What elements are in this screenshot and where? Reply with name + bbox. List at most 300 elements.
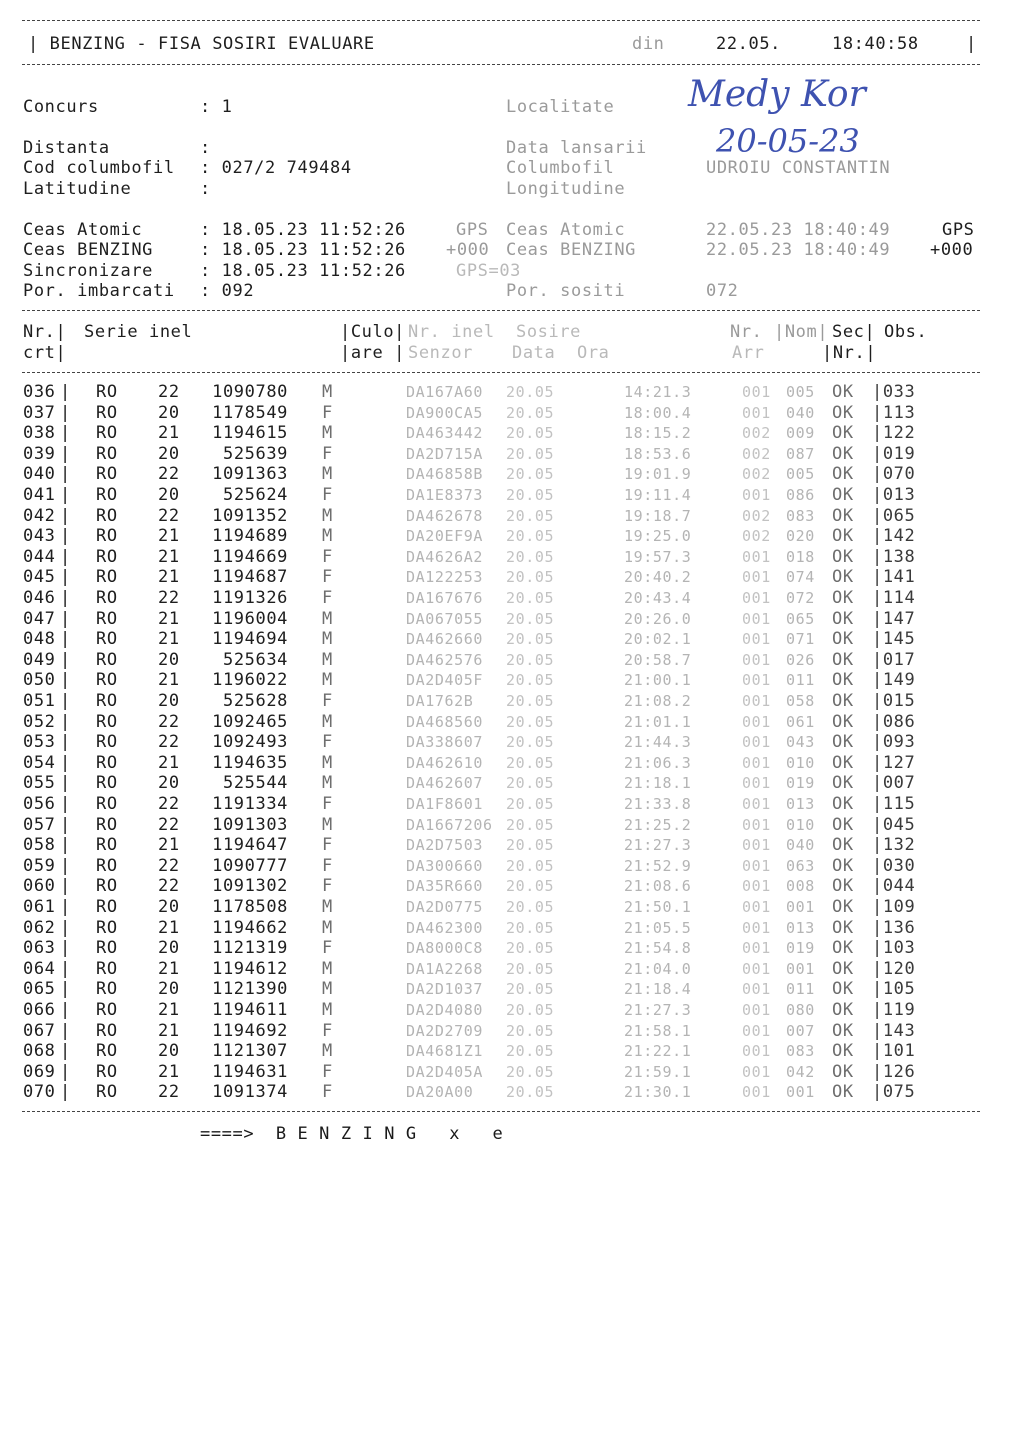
ring-year: 20 [158, 1041, 180, 1062]
ring-year: 22 [158, 505, 180, 526]
arrival-time: 14:21.3 [624, 383, 692, 401]
ring-number: 1091374 [212, 1082, 288, 1103]
arrival-time: 21:44.3 [624, 733, 692, 752]
ceas-benzing-value: : 18.05.23 11:52:26 [200, 240, 406, 260]
observation: |120 [872, 958, 916, 979]
nom-nr: 063 [786, 856, 815, 875]
row-number: 050 [23, 670, 56, 691]
row-separator: | [60, 897, 71, 917]
ring-number: 1194694 [212, 629, 288, 650]
arrival-date: 20.05 [506, 939, 555, 958]
longitudine-label: Longitudine [506, 179, 626, 199]
arrival-nr: 001 [742, 898, 771, 916]
sex-code: F [322, 567, 333, 588]
observation: |145 [872, 629, 916, 650]
table-row [0, 485, 1000, 506]
sex-code: F [322, 835, 333, 856]
sensor-code: DA2D7503 [406, 836, 484, 855]
ring-number: 1091363 [212, 464, 288, 485]
table-top-rule [22, 310, 980, 311]
data-lansare-label: Data lansarii [506, 138, 647, 158]
ceas-atomic-label: Ceas Atomic [23, 220, 143, 240]
table-row [0, 753, 1000, 774]
sositi-value: 072 [706, 281, 739, 301]
th-crt: crt| [23, 343, 67, 363]
ring-country: RO [96, 443, 118, 464]
cod-columbofil-label: Cod columbofil [23, 158, 175, 178]
nom-nr: 013 [786, 918, 815, 937]
sex-code: M [322, 773, 333, 794]
ring-country: RO [96, 855, 118, 876]
nom-nr: 087 [786, 444, 815, 463]
row-separator: | [60, 876, 71, 897]
ceas-atomic-right-label: Ceas Atomic [506, 220, 626, 240]
ring-country: RO [96, 546, 118, 567]
sex-code: F [322, 1020, 333, 1041]
header-date: 22.05. [716, 34, 782, 54]
arrival-time: 21:18.4 [624, 980, 692, 999]
sex-code: F [322, 938, 333, 959]
ring-year: 21 [158, 567, 180, 588]
observation: |013 [872, 485, 916, 505]
security-status: OK [832, 382, 854, 402]
arrival-time: 21:27.3 [624, 836, 692, 855]
sheet-title: | BENZING - FISA SOSIRI EVALUARE [28, 34, 375, 54]
sensor-code: DA122253 [406, 568, 484, 587]
arrival-date: 20.05 [506, 774, 555, 793]
table-row [0, 897, 1000, 918]
observation: |101 [872, 1041, 916, 1062]
arrival-date: 20.05 [506, 980, 555, 999]
ring-year: 22 [158, 382, 180, 402]
ring-country: RO [96, 402, 118, 423]
nom-nr: 083 [786, 506, 815, 525]
ring-year: 21 [158, 917, 180, 938]
ring-number: 1178549 [212, 402, 288, 423]
arrival-time: 21:54.8 [624, 939, 692, 958]
table-row [0, 712, 1000, 733]
row-separator: | [60, 773, 71, 794]
localitate-label: Localitate [506, 97, 615, 117]
arrival-date: 20.05 [506, 918, 555, 937]
row-number: 045 [23, 567, 56, 588]
table-row [0, 835, 1000, 856]
observation: |142 [872, 526, 916, 547]
row-number: 064 [23, 958, 56, 979]
row-number: 059 [23, 855, 56, 876]
sex-code: M [322, 526, 333, 547]
observation: |114 [872, 588, 916, 608]
ring-country: RO [96, 711, 118, 732]
table-row [0, 918, 1000, 939]
row-number: 042 [23, 505, 56, 526]
row-number: 055 [23, 773, 56, 794]
observation: |126 [872, 1061, 916, 1082]
observation: |141 [872, 567, 916, 588]
security-status: OK [832, 711, 854, 732]
security-status: OK [832, 814, 854, 835]
table-row [0, 444, 1000, 465]
ring-country: RO [96, 649, 118, 670]
header-din-label: din [632, 34, 665, 54]
arrival-date: 20.05 [506, 1021, 555, 1040]
arrival-nr: 001 [742, 815, 771, 834]
security-status: OK [832, 979, 854, 1000]
arrival-time: 21:27.3 [624, 1001, 692, 1019]
ring-country: RO [96, 1020, 118, 1041]
arrival-nr: 001 [742, 795, 771, 813]
arrival-time: 18:00.4 [624, 403, 692, 422]
row-number: 062 [23, 917, 56, 938]
arrival-date: 20.05 [506, 609, 555, 628]
nom-nr: 011 [786, 980, 815, 999]
observation: |122 [872, 423, 916, 444]
ring-number: 1121307 [212, 1041, 288, 1062]
nom-nr: 013 [786, 795, 815, 813]
ring-country: RO [96, 629, 118, 650]
arrival-date: 20.05 [506, 589, 555, 607]
table-row [0, 773, 1000, 794]
th-sosire: Sosire [516, 322, 582, 342]
arrival-nr: 001 [742, 980, 771, 999]
arrival-time: 20:26.0 [624, 609, 692, 628]
arrival-nr: 001 [742, 939, 771, 958]
security-status: OK [832, 691, 854, 711]
ring-number: 1121319 [212, 938, 288, 959]
ring-year: 21 [158, 526, 180, 547]
ring-country: RO [96, 814, 118, 835]
security-status: OK [832, 958, 854, 979]
row-number: 043 [23, 526, 56, 547]
table-row [0, 629, 1000, 650]
sex-code: F [322, 485, 333, 505]
row-separator: | [60, 814, 71, 835]
sensor-code: DA338607 [406, 733, 484, 752]
row-number: 048 [23, 629, 56, 650]
sensor-code: DA2D405A [406, 1062, 484, 1081]
arrival-date: 20.05 [506, 692, 555, 710]
table-row [0, 382, 1000, 403]
ceas-atomic-right-gps: GPS [942, 220, 975, 240]
arrival-nr: 002 [742, 506, 771, 525]
arrival-date: 20.05 [506, 795, 555, 813]
nom-nr: 040 [786, 836, 815, 855]
observation: |138 [872, 546, 916, 567]
arrival-time: 20:58.7 [624, 650, 692, 669]
arrival-time: 21:59.1 [624, 1062, 692, 1081]
row-separator: | [60, 649, 71, 670]
arrival-date: 20.05 [506, 836, 555, 855]
row-number: 047 [23, 608, 56, 629]
columbofil-name: UDROIU CONSTANTIN [706, 158, 891, 178]
sex-code: F [322, 691, 333, 711]
ring-country: RO [96, 691, 118, 711]
table-row [0, 959, 1000, 980]
nom-nr: 065 [786, 609, 815, 628]
arrival-time: 21:18.1 [624, 774, 692, 793]
ring-year: 22 [158, 794, 180, 814]
table-row [0, 1082, 1000, 1103]
observation: |143 [872, 1020, 916, 1041]
security-status: OK [832, 670, 854, 691]
ring-number: 525624 [222, 485, 288, 505]
arrival-time: 21:22.1 [624, 1042, 692, 1061]
table-row [0, 506, 1000, 527]
ring-country: RO [96, 979, 118, 1000]
nom-nr: 040 [786, 403, 815, 422]
row-separator: | [60, 402, 71, 423]
ring-year: 22 [158, 588, 180, 608]
arrival-time: 19:11.4 [624, 486, 692, 504]
arrival-date: 20.05 [506, 1083, 555, 1102]
nom-nr: 080 [786, 1001, 815, 1019]
observation: |017 [872, 649, 916, 670]
arrival-nr: 002 [742, 465, 771, 484]
arrival-date: 20.05 [506, 568, 555, 587]
table-row [0, 876, 1000, 897]
security-status: OK [832, 567, 854, 588]
arrival-time: 21:05.5 [624, 918, 692, 937]
arrival-time: 18:53.6 [624, 444, 692, 463]
ceas-benzing-right-offset: +000 [930, 240, 974, 260]
ring-number: 1194687 [212, 567, 288, 588]
ring-year: 20 [158, 649, 180, 670]
sensor-code: DA1667206 [406, 815, 493, 834]
ceas-benzing-right-value: 22.05.23 18:40:49 [706, 240, 891, 260]
th-nom: |Nom| [774, 322, 829, 342]
table-row [0, 938, 1000, 959]
sensor-code: DA2D715A [406, 444, 484, 463]
ring-number: 525544 [222, 773, 288, 794]
arrival-date: 20.05 [506, 671, 555, 690]
ceas-benzing-right-label: Ceas BENZING [506, 240, 637, 260]
row-separator: | [60, 423, 71, 444]
row-separator: | [60, 567, 71, 588]
row-separator: | [60, 588, 71, 608]
nom-nr: 026 [786, 650, 815, 669]
nom-nr: 061 [786, 712, 815, 731]
arrival-date: 20.05 [506, 1062, 555, 1081]
nom-nr: 019 [786, 774, 815, 793]
nom-nr: 009 [786, 424, 815, 443]
ring-year: 22 [158, 711, 180, 732]
row-number: 068 [23, 1041, 56, 1062]
th-nr-inel: Nr. inel [408, 322, 495, 342]
ring-year: 21 [158, 958, 180, 979]
nom-nr: 020 [786, 527, 815, 546]
sex-code: F [322, 402, 333, 423]
sensor-code: DA2D405F [406, 671, 484, 690]
arrival-nr: 001 [742, 609, 771, 628]
sex-code: M [322, 917, 333, 938]
ring-number: 1194692 [212, 1020, 288, 1041]
sex-code: M [322, 979, 333, 1000]
table-row [0, 609, 1000, 630]
ring-number: 1092465 [212, 711, 288, 732]
footer-brand: ====> B E N Z I N G x e [200, 1124, 504, 1144]
nom-nr: 018 [786, 547, 815, 566]
sensor-code: DA900CA5 [406, 403, 484, 422]
th-senzor: Senzor [408, 343, 474, 363]
observation: |105 [872, 979, 916, 1000]
observation: |070 [872, 464, 916, 485]
ring-year: 20 [158, 485, 180, 505]
security-status: OK [832, 732, 854, 753]
sex-code: M [322, 897, 333, 917]
row-number: 057 [23, 814, 56, 835]
arrival-time: 19:18.7 [624, 506, 692, 525]
row-number: 070 [23, 1082, 56, 1103]
ring-year: 22 [158, 1082, 180, 1103]
row-separator: | [60, 979, 71, 1000]
arrival-nr: 001 [742, 753, 771, 772]
ring-year: 20 [158, 979, 180, 1000]
security-status: OK [832, 1020, 854, 1041]
security-status: OK [832, 1082, 854, 1103]
sensor-code: DA463442 [406, 424, 484, 443]
row-number: 056 [23, 794, 56, 814]
row-separator: | [60, 938, 71, 959]
row-number: 036 [23, 382, 56, 402]
arrival-time: 21:52.9 [624, 856, 692, 875]
observation: |075 [872, 1082, 916, 1103]
arrival-nr: 001 [742, 692, 771, 710]
sensor-code: DA462660 [406, 630, 484, 649]
sex-code: F [322, 876, 333, 897]
arrival-date: 20.05 [506, 506, 555, 525]
row-number: 041 [23, 485, 56, 505]
ring-number: 1090780 [212, 382, 288, 402]
row-separator: | [60, 485, 71, 505]
security-status: OK [832, 1041, 854, 1062]
arrival-date: 20.05 [506, 547, 555, 566]
security-status: OK [832, 1000, 854, 1020]
concurs-value: : 1 [200, 97, 233, 117]
ring-country: RO [96, 897, 118, 917]
latitudine-label: Latitudine [23, 179, 132, 199]
sincronizare-extra: GPS=03 [456, 261, 522, 281]
arrival-date: 20.05 [506, 877, 555, 896]
observation: |136 [872, 917, 916, 938]
security-status: OK [832, 897, 854, 917]
security-status: OK [832, 423, 854, 444]
row-number: 040 [23, 464, 56, 485]
security-status: OK [832, 917, 854, 938]
nom-nr: 086 [786, 486, 815, 504]
sensor-code: DA1762B [406, 692, 474, 710]
row-separator: | [60, 464, 71, 485]
arrival-time: 21:50.1 [624, 898, 692, 916]
ring-year: 22 [158, 814, 180, 835]
security-status: OK [832, 464, 854, 485]
row-number: 058 [23, 835, 56, 856]
row-number: 051 [23, 691, 56, 711]
table-row [0, 815, 1000, 836]
security-status: OK [832, 629, 854, 650]
sensor-code: DA2D0775 [406, 898, 484, 916]
sensor-code: DA2D1037 [406, 980, 484, 999]
observation: |119 [872, 1000, 916, 1020]
ring-year: 20 [158, 691, 180, 711]
cod-columbofil-value: : 027/2 749484 [200, 158, 352, 178]
ceas-atomic-value: : 18.05.23 11:52:26 [200, 220, 406, 240]
sex-code: M [322, 629, 333, 650]
nom-nr: 001 [786, 898, 815, 916]
arrival-nr: 001 [742, 486, 771, 504]
ring-year: 21 [158, 835, 180, 856]
ring-number: 1090777 [212, 855, 288, 876]
arrival-nr: 001 [742, 1021, 771, 1040]
security-status: OK [832, 773, 854, 794]
security-status: OK [832, 546, 854, 567]
ring-year: 22 [158, 732, 180, 753]
row-separator: | [60, 691, 71, 711]
sex-code: F [322, 443, 333, 464]
sensor-code: DA1E8373 [406, 486, 484, 504]
security-status: OK [832, 588, 854, 608]
row-number: 069 [23, 1061, 56, 1082]
distanta-value: : [200, 138, 211, 158]
ring-country: RO [96, 588, 118, 608]
row-separator: | [60, 670, 71, 691]
columbofil-label: Columbofil [506, 158, 615, 178]
arrival-nr: 001 [742, 650, 771, 669]
arrival-time: 19:01.9 [624, 465, 692, 484]
observation: |015 [872, 691, 916, 711]
arrival-nr: 001 [742, 547, 771, 566]
sensor-code: DA462678 [406, 506, 484, 525]
security-status: OK [832, 876, 854, 897]
observation: |033 [872, 382, 916, 402]
ring-country: RO [96, 752, 118, 773]
table-row [0, 403, 1000, 424]
arrival-date: 20.05 [506, 424, 555, 443]
latitudine-value: : [200, 179, 211, 199]
arrival-nr: 001 [742, 918, 771, 937]
sex-code: M [322, 423, 333, 444]
security-status: OK [832, 608, 854, 629]
nom-nr: 001 [786, 959, 815, 978]
ring-country: RO [96, 773, 118, 794]
sex-code: F [322, 546, 333, 567]
ring-country: RO [96, 526, 118, 547]
arrival-nr: 001 [742, 712, 771, 731]
sensor-code: DA167A60 [406, 383, 484, 401]
nom-nr: 042 [786, 1062, 815, 1081]
ring-year: 20 [158, 938, 180, 959]
ring-year: 22 [158, 855, 180, 876]
arrival-nr: 001 [742, 1042, 771, 1061]
ring-country: RO [96, 732, 118, 753]
arrival-nr: 001 [742, 383, 771, 401]
row-separator: | [60, 835, 71, 856]
nom-nr: 010 [786, 815, 815, 834]
nom-nr: 005 [786, 465, 815, 484]
ring-year: 20 [158, 443, 180, 464]
ring-number: 525628 [222, 691, 288, 711]
row-separator: | [60, 629, 71, 650]
table-row [0, 691, 1000, 712]
ring-country: RO [96, 1082, 118, 1103]
sensor-code: DA167676 [406, 589, 484, 607]
observation: |127 [872, 752, 916, 773]
arrival-date: 20.05 [506, 403, 555, 422]
ring-year: 21 [158, 1020, 180, 1041]
distanta-label: Distanta [23, 138, 110, 158]
security-status: OK [832, 402, 854, 423]
ring-country: RO [96, 917, 118, 938]
arrival-nr: 001 [742, 1001, 771, 1019]
